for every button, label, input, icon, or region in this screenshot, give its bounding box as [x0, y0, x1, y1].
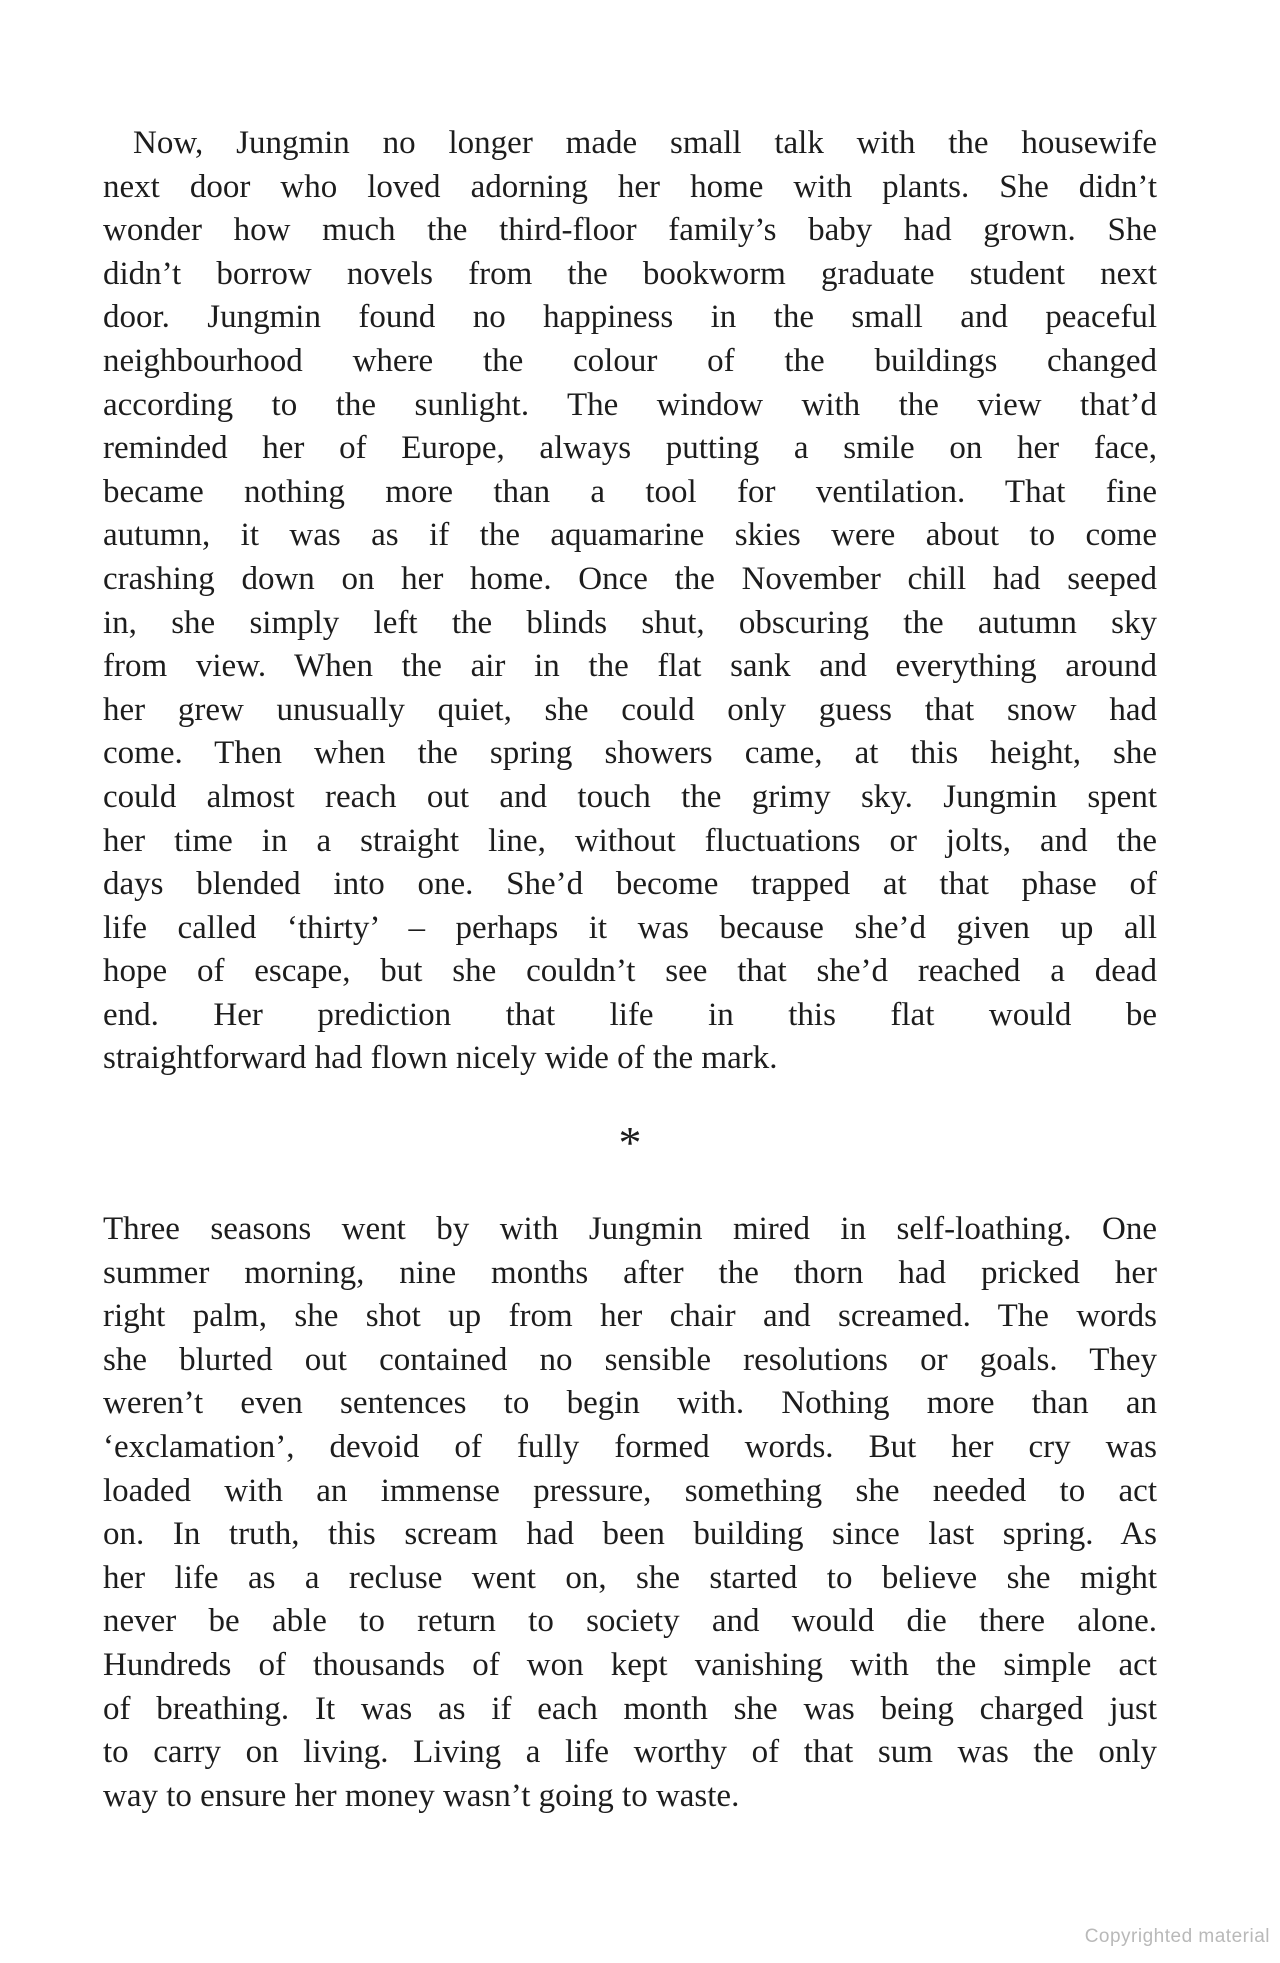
text-line: according to the sunlight. The window with the view that’d: [103, 386, 1157, 423]
text-line: way to ensure her money wasn’t going to waste.: [103, 1777, 740, 1814]
text-line: crashing down on her home. Once the November chill had seeped: [103, 560, 1157, 597]
text-line: ‘exclamation’, devoid of fully formed words. But her cry was: [103, 1428, 1157, 1465]
text-line: weren’t even sentences to begin with. Nothing more than an: [103, 1385, 1157, 1422]
text-line: right palm, she shot up from her chair and screamed. The words: [103, 1298, 1157, 1335]
paragraph-1: [103, 122, 1157, 1081]
section-break-asterisk: *: [618, 1117, 642, 1168]
text-line: her grew unusually quiet, she could only guess that snow had: [103, 691, 1157, 728]
text-line: Now, Jungmin no longer made small talk with the housewife: [133, 125, 1157, 161]
text-line: in, she simply left the blinds shut, obscuring the autumn sky: [103, 604, 1157, 641]
text-line: she blurted out contained no sensible resolutions or goals. They: [103, 1341, 1157, 1378]
text-line: reminded her of Europe, always putting a smile on her face,: [103, 430, 1157, 467]
text-line: became nothing more than a tool for ventilation. That fine: [103, 473, 1157, 510]
text-line: wonder how much the third-floor family’s baby had grown. She: [103, 212, 1157, 249]
text-line: next door who loved adorning her home with plants. She didn’t: [103, 168, 1157, 205]
text-line: autumn, it was as if the aquamarine skies were about to come: [103, 517, 1157, 554]
text-line: could almost reach out and touch the grimy sky. Jungmin spent: [103, 778, 1157, 815]
copyright-watermark: Copyrighted material: [1084, 1926, 1270, 1947]
text-line: days blended into one. She’d become trapped at that phase of: [103, 866, 1157, 903]
text-line: Three seasons went by with Jungmin mired in self-loathing. One: [103, 1211, 1157, 1247]
text-line: summer morning, nine months after the thorn had pricked her: [103, 1254, 1157, 1291]
text-line: to carry on living. Living a life worthy of that sum was the only: [103, 1734, 1157, 1771]
text-line: of breathing. It was as if each month she was being charged just: [103, 1690, 1157, 1727]
text-line: loaded with an immense pressure, something she needed to act: [103, 1472, 1157, 1509]
text-line: hope of escape, but she couldn’t see that she’d reached a dead: [103, 953, 1157, 990]
text-line: straightforward had flown nicely wide of the mark.: [103, 1040, 778, 1077]
text-line: door. Jungmin found no happiness in the small and peaceful: [103, 299, 1157, 336]
paragraph-2: [103, 1208, 1157, 1818]
text-line: come. Then when the spring showers came, at this height, she: [103, 735, 1157, 772]
text-line: from view. When the air in the flat sank and everything around: [103, 648, 1157, 685]
text-line: her time in a straight line, without fluctuations or jolts, and the: [103, 822, 1157, 859]
text-line: never be able to return to society and would die there alone.: [103, 1603, 1157, 1640]
text-line: her life as a recluse went on, she started to believe she might: [103, 1559, 1157, 1596]
text-line: on. In truth, this scream had been building since last spring. As: [103, 1516, 1157, 1553]
text-line: didn’t borrow novels from the bookworm graduate student next: [103, 255, 1157, 292]
text-line: life called ‘thirty’ – perhaps it was because she’d given up all: [103, 909, 1157, 946]
text-line: Hundreds of thousands of won kept vanishing with the simple act: [103, 1646, 1157, 1683]
text-line: end. Her prediction that life in this flat would be: [103, 996, 1157, 1033]
text-line: neighbourhood where the colour of the buildings changed: [103, 342, 1157, 379]
